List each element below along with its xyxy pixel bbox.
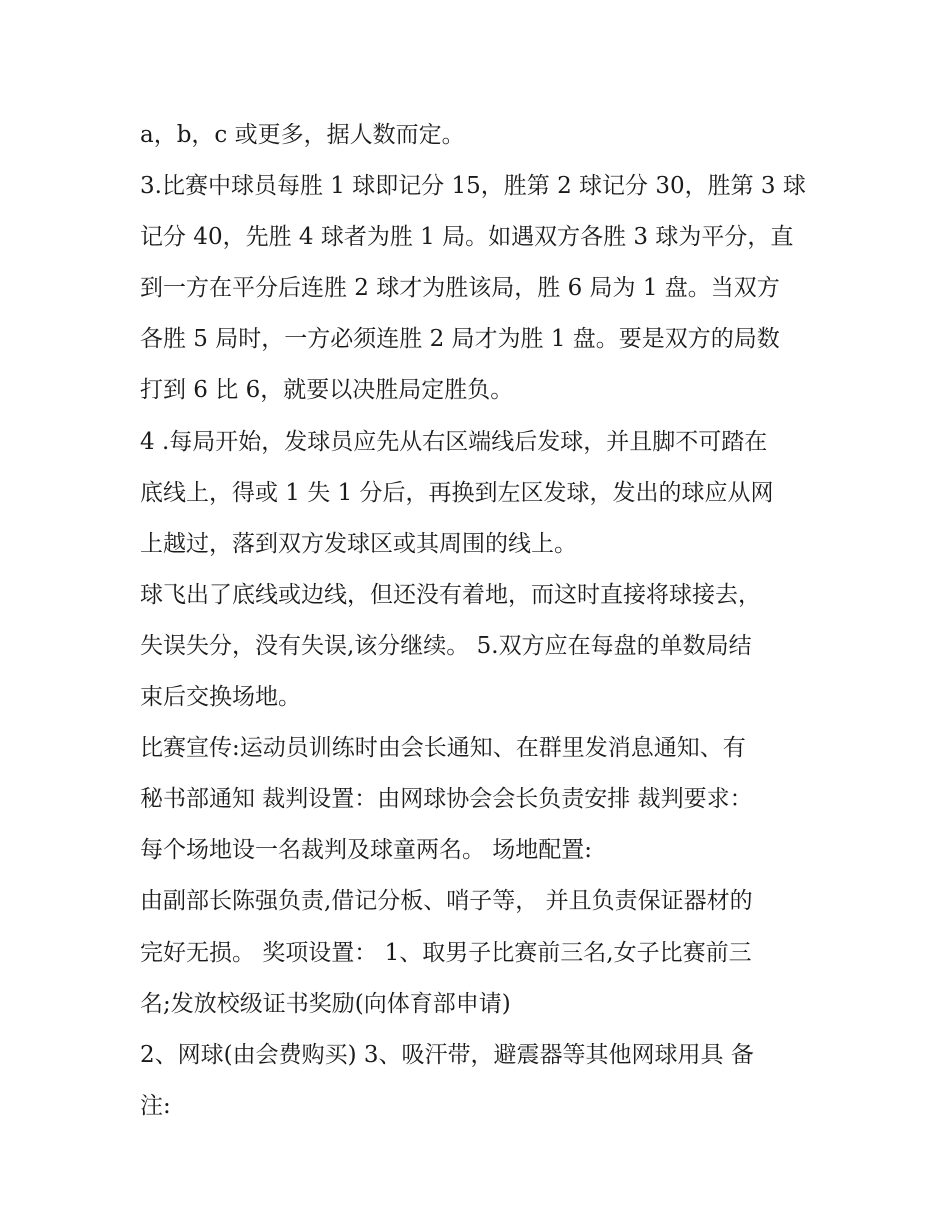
text-line: 记分 40，先胜 4 球者为胜 1 局。如遇双方各胜 3 球为平分，直 [140,224,794,251]
text-line: 束后交换场地。 [140,684,301,711]
text-line: 完好无损。 奖项设置： 1、取男子比赛前三名,女子比赛前三 [140,939,752,966]
text-line: 4 .每局开始，发球员应先从右区端线后发球，并且脚不可踏在 [140,428,768,455]
text-line: a，b，c 或更多，据人数而定。 [140,122,465,148]
text-line: 注: [140,1092,171,1119]
text-line: 上越过，落到双方发球区或其周围的线上。 [140,530,577,557]
text-line: 球飞出了底线或边线，但还没有着地，而这时直接将球接去， [140,581,761,608]
text-line: 打到 6 比 6，就要以决胜局定胜负。 [140,377,514,404]
text-line: 到一方在平分后连胜 2 球才为胜该局，胜 6 局为 1 盘。当双方 [140,275,780,302]
text-line: 名;发放校级证书奖励(向体育部申请) [140,990,511,1017]
text-line: 比赛宣传:运动员训练时由会长通知、在群里发消息通知、有 [140,735,746,762]
text-line: 3.比赛中球员每胜 1 球即记分 15，胜第 2 球记分 30，胜第 3 球 [140,173,806,200]
document-body [140,110,820,1132]
text-line: 2、网球(由会费购买) 3、吸汗带，避震器等其他网球用具 备 [140,1041,754,1068]
text-line: 失误失分，没有失误,该分继续。 5.双方应在每盘的单数局结 [140,632,752,659]
text-line: 底线上，得或 1 失 1 分后，再换到左区发球，发出的球应从网 [140,479,774,506]
text-line: 由副部长陈强负责,借记分板、哨子等， 并且负责保证器材的 [140,888,753,915]
text-line: 秘书部通知 裁判设置：由网球协会会长负责安排 裁判要求： [140,786,753,813]
text-line: 每个场地设一名裁判及球童两名。 场地配置: [140,837,593,864]
text-line: 各胜 5 局时，一方必须连胜 2 局才为胜 1 盘。要是双方的局数 [140,326,780,353]
